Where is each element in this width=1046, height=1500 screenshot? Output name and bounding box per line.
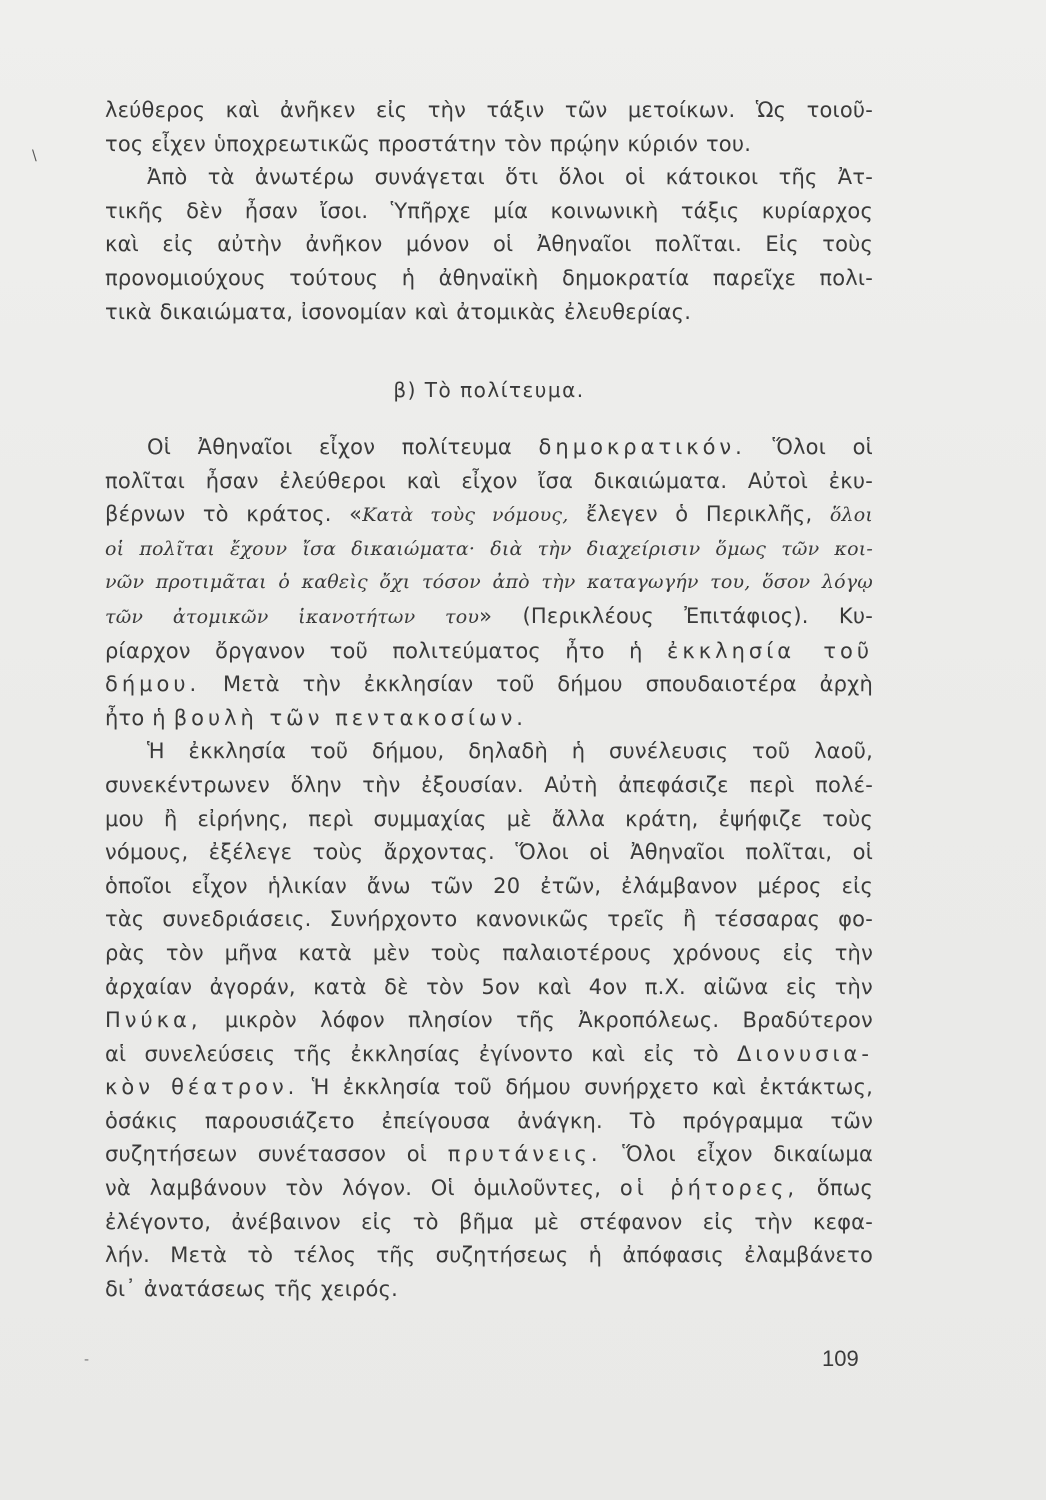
spaced-term: δήμου. (105, 672, 201, 697)
text-line (105, 1071, 873, 1105)
spaced-term: οἱ ῥήτορες, (619, 1176, 799, 1201)
text-line (105, 1038, 873, 1072)
text-span: νὰ λαμβάνουν τὸν λόγον. Οἱ ὁμιλοῦντες, (105, 1176, 602, 1201)
section-heading: β) Τὸ πολίτευμα. (393, 378, 585, 402)
text-line: ρὰς τὸν μῆνα κατὰ μὲν τοὺς παλαιοτέρους χρόνους εἰς τὴν (105, 940, 873, 965)
text-line: δι᾽ ἀνατάσεως τῆς χειρός. (105, 1276, 398, 1301)
margin-mark: \ (32, 148, 37, 164)
quote-line: νῶν προτιμᾶται ὁ καθεὶς ὄχι τόσον ἀπὸ τὴν καταγωγήν του, ὅσον λόγῳ (105, 571, 873, 594)
text-span: μικρὸν λόφον πλησίον τῆς Ἀκροπόλεως. Βραδύτερον (224, 1008, 873, 1033)
text-line: Ἀπὸ τὰ ἀνωτέρω συνάγεται ὅτι ὅλοι οἱ κάτοικοι τῆς Ἀτ- (147, 165, 873, 190)
text-line (105, 702, 873, 736)
text-span: Μετὰ τὴν ἐκκλησίαν τοῦ δήμου σπουδαιοτέρα ἀρχὴ (223, 672, 873, 697)
text-line (105, 498, 873, 533)
text-line: ὁσάκις παρουσιάζετο ἐπείγουσα ἀνάγκη. Τὸ πρόγραμμα τῶν (105, 1108, 873, 1133)
text-span: ρίαρχον ὄργανον τοῦ πολιτεύματος ἦτο ἡ (105, 638, 643, 663)
text-span: ἦτο ἡ (105, 705, 166, 730)
text-line: Ἡ ἐκκλησία τοῦ δήμου, δηλαδὴ ἡ συνέλευσις τοῦ λαοῦ, (147, 739, 873, 764)
text-line (105, 1004, 873, 1038)
text-line: μου ἢ εἰρήνης, περὶ συμμαχίας μὲ ἄλλα κράτη, ἐψήφιζε τοὺς (105, 806, 873, 831)
spaced-term: Πνύκα, (105, 1008, 202, 1033)
text-span: βέρνων τὸ κράτος. « (105, 502, 363, 527)
text-span: συζητήσεων συνέτασσον οἱ (105, 1142, 428, 1167)
quote-span: ὅλοι (829, 504, 873, 527)
text-line: ὁποῖοι εἶχον ἡλικίαν ἄνω τῶν 20 ἐτῶν, ἐλάμβανον μέρος εἰς (105, 873, 873, 898)
text-line: τὰς συνεδριάσεις. Συνήρχοντο κανονικῶς τρεῖς ἢ τέσσαρας φο- (105, 907, 873, 932)
text-line: προνομιούχους τούτους ἡ ἀθηναϊκὴ δημοκρατία παρεῖχε πολι- (105, 265, 873, 290)
page-number: 109 (822, 1346, 859, 1371)
margin-mark-bottom: - (84, 1352, 90, 1368)
text-line: τικὰ δικαιώματα, ἰσονομίαν καὶ ἀτομικὰς ἐλευθερίας. (105, 299, 692, 324)
spaced-term: ἐκκλησία τοῦ (667, 638, 873, 663)
text-line (105, 635, 873, 669)
text-span: Ἡ ἐκκλησία τοῦ δήμου συνήρχετο καὶ ἐκτάκτως, (311, 1075, 873, 1100)
text-line: ἀρχαίαν ἀγοράν, κατὰ δὲ τὸν 5ον καὶ 4ον π.Χ. αἰῶνα εἰς τὴν (105, 974, 873, 999)
text-line (105, 600, 873, 635)
text-span: αἱ συνελεύσεις τῆς ἐκκλησίας ἐγίνοντο καὶ εἰς τὸ (105, 1041, 719, 1066)
text-line: πολῖται ἦσαν ἐλεύθεροι καὶ εἶχον ἴσα δικαιώματα. Αὐτοὶ ἐκυ- (105, 468, 873, 493)
spaced-term: πρυτάνεις. (447, 1142, 602, 1167)
text-line: ἐλέγοντο, ἀνέβαινον εἰς τὸ βῆμα μὲ στέφανον εἰς τὴν κεφα- (105, 1209, 873, 1234)
quote-span: τῶν ἀτομικῶν ἱκανοτήτων του (105, 605, 480, 628)
text-line (105, 431, 873, 465)
text-line (105, 668, 873, 702)
text-line: τικῆς δὲν ἦσαν ἴσοι. Ὑπῆρχε μία κοινωνικὴ τάξις κυρίαρχος (105, 198, 873, 223)
spaced-term: βουλὴ τῶν πεντακοσίων. (173, 705, 527, 730)
text-span: Ὅλοι εἶχον δικαίωμα (622, 1142, 873, 1167)
text-line: νόμους, ἐξέλεγε τοὺς ἄρχοντας. Ὅλοι οἱ Ἀθηναῖοι πολῖται, οἱ (105, 840, 873, 865)
text-span: Οἱ Ἀθηναῖοι εἶχον πολίτευμα (147, 435, 512, 459)
quote-line: οἱ πολῖται ἔχουν ἴσα δικαιώματα· διὰ τὴν διαχείρισιν ὅμως τῶν κοι- (105, 537, 873, 560)
text-line: λήν. Μετὰ τὸ τέλος τῆς συζητήσεως ἡ ἀπόφασις ἐλαμβάνετο (105, 1243, 873, 1268)
text-span: Ὅλοι οἱ (772, 435, 873, 459)
text-line: τος εἶχεν ὑποχρεωτικῶς προστάτην τὸν πρῴην κύριόν του. (105, 131, 752, 156)
text-line: καὶ εἰς αὐτὴν ἀνῆκον μόνον οἱ Ἀθηναῖοι πολῖται. Εἰς τοὺς (105, 232, 873, 257)
spaced-term: Διονυσια- (736, 1041, 873, 1066)
text-span: » (Περικλέους Ἐπιτάφιος). Κυ- (479, 603, 873, 628)
spaced-term: κὸν θέατρον. (105, 1075, 299, 1100)
text-block-top (105, 94, 873, 329)
quote-span: Κατὰ τοὺς νόμους, (362, 504, 569, 527)
text-line (105, 1172, 873, 1206)
text-span: ἔλεγεν ὁ Περικλῆς, (568, 502, 830, 527)
text-line: συνεκέντρωνεν ὅλην τὴν ἐξουσίαν. Αὐτὴ ἀπεφάσιζε περὶ πολέ- (105, 772, 873, 797)
text-span: ὅπως (816, 1176, 873, 1201)
text-line (105, 1138, 873, 1172)
text-block-main (105, 431, 873, 1306)
text-line: λεύθερος καὶ ἀνῆκεν εἰς τὴν τάξιν τῶν μετοίκων. Ὡς τοιοῦ- (105, 98, 873, 122)
spaced-term: δημοκρατικόν. (538, 435, 746, 459)
